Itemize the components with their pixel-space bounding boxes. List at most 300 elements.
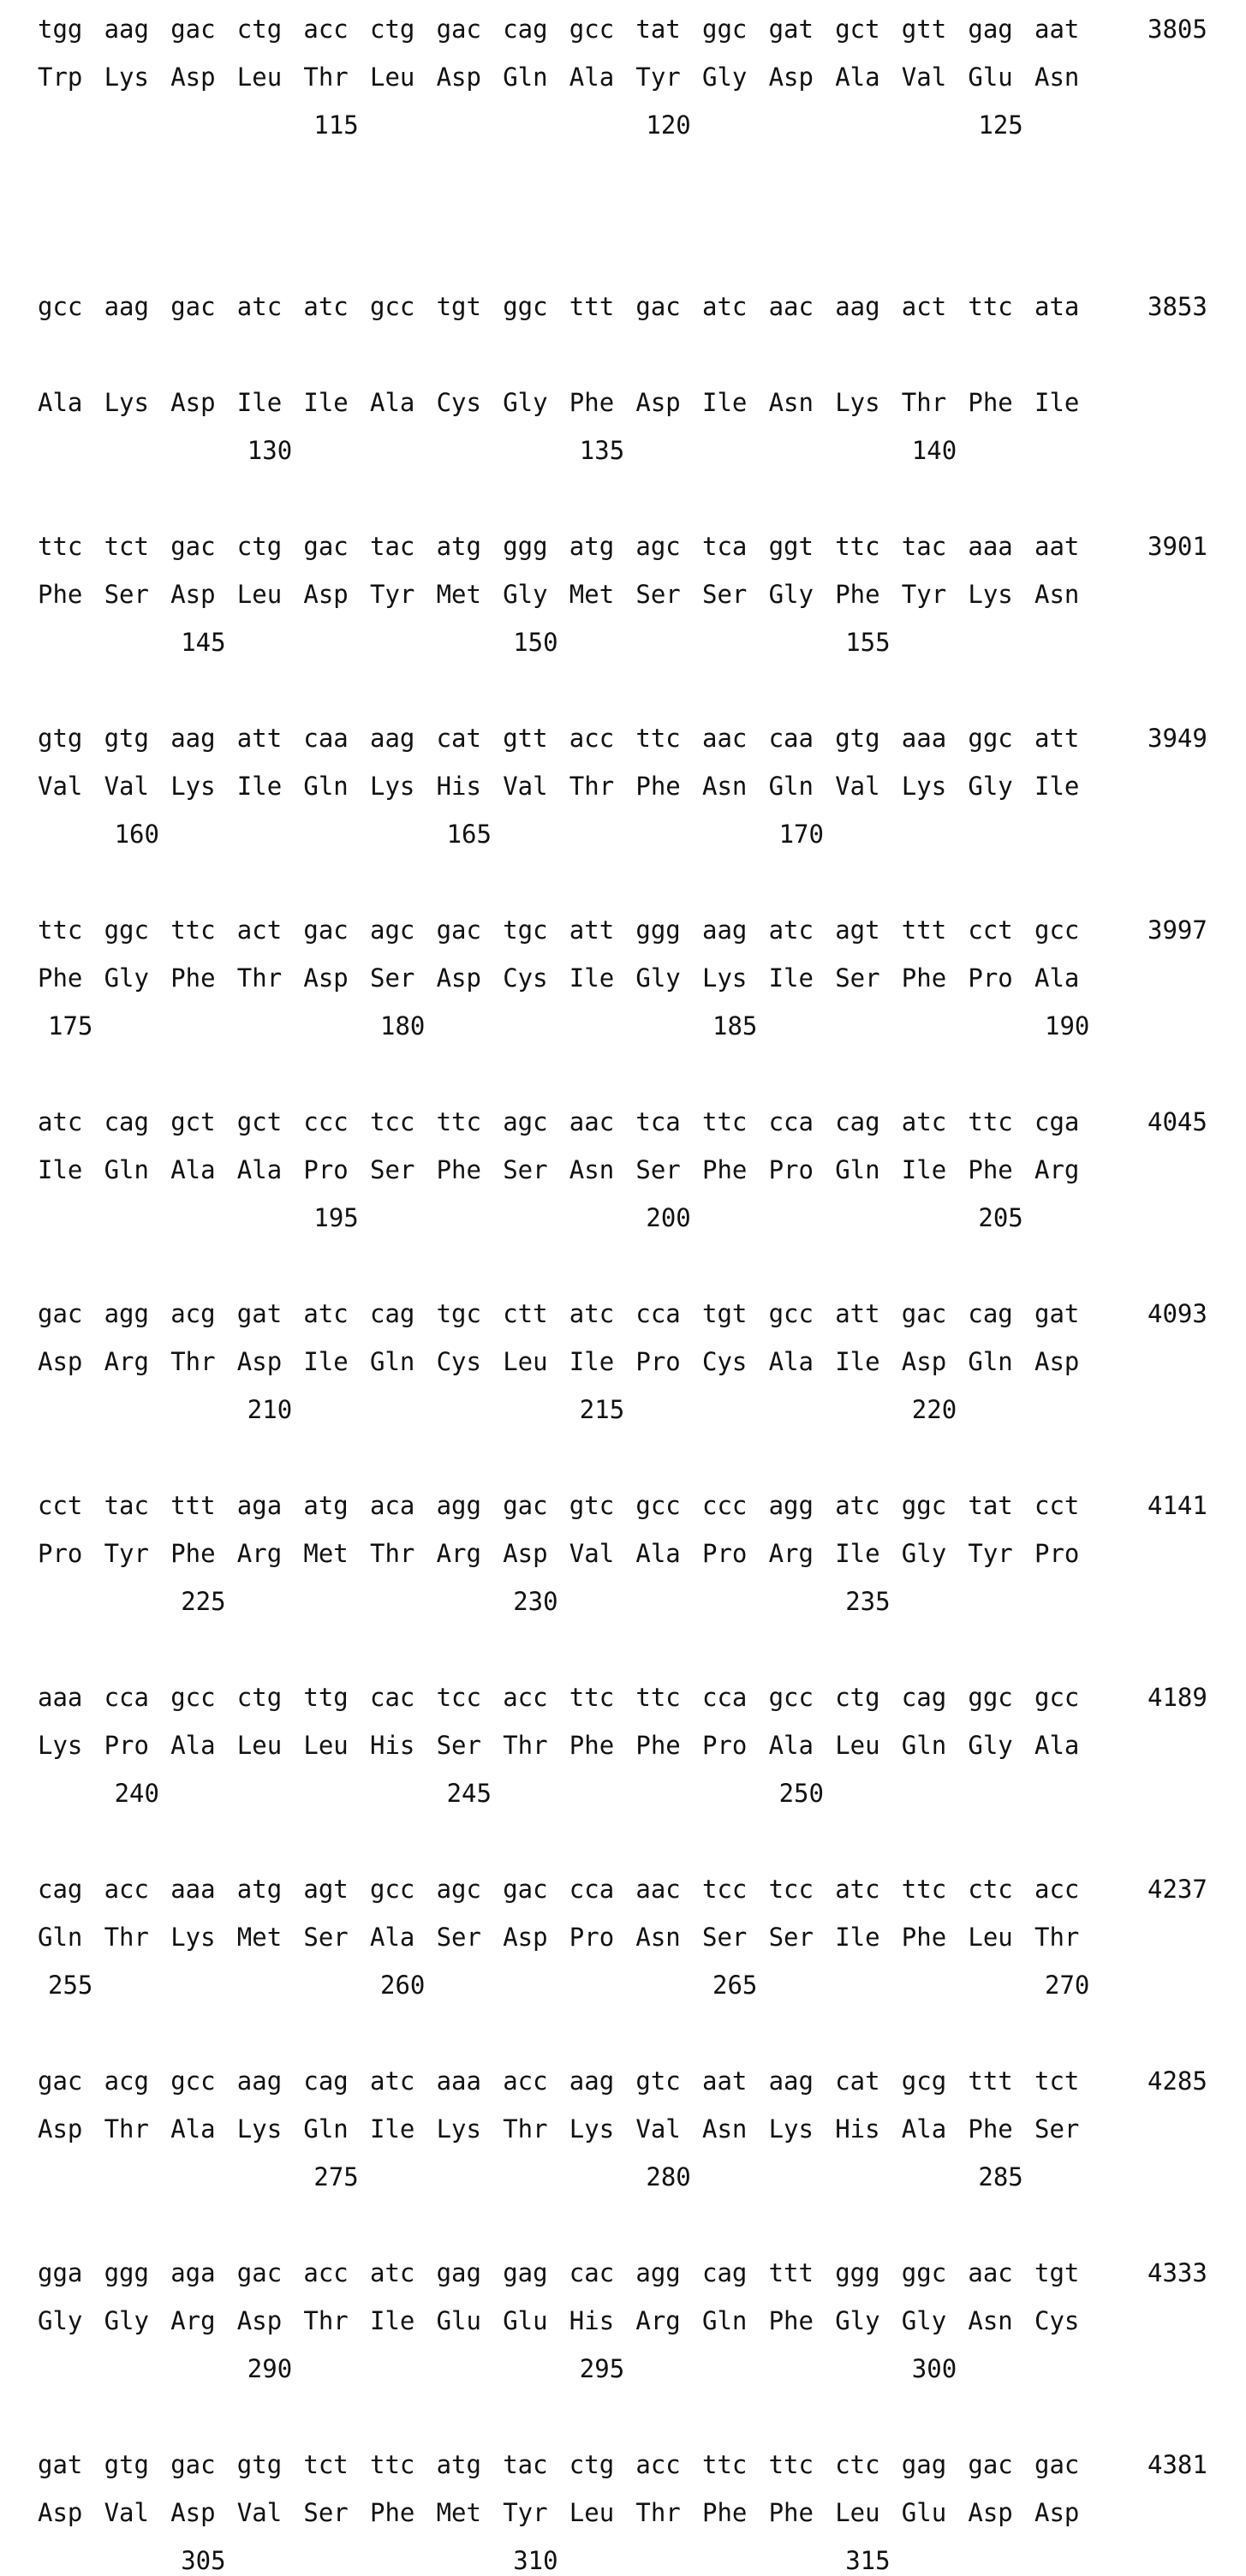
codon: gtg	[835, 724, 880, 753]
amino-acid: Pro	[968, 963, 1013, 993]
codon: tcc	[702, 1875, 748, 1904]
codon: cag	[901, 1683, 947, 1712]
amino-acid: Thr	[303, 2306, 349, 2335]
codon: ctg	[569, 2450, 615, 2479]
codon: att	[236, 724, 283, 753]
residue-number: 200	[646, 1203, 691, 1232]
amino-acid: Asp	[303, 580, 349, 609]
codon: agc	[370, 915, 415, 945]
codon: tcc	[370, 1107, 415, 1136]
residue-number: 180	[380, 1011, 426, 1041]
codon: gct	[835, 15, 880, 44]
codon: ggc	[968, 724, 1013, 753]
codon: aag	[104, 292, 149, 321]
codon: gtt	[503, 724, 548, 753]
amino-acid: Arg	[436, 1539, 481, 1568]
codon: aag	[236, 2066, 283, 2096]
codon: ttt	[569, 292, 615, 321]
amino-acid: Lys	[170, 772, 216, 801]
amino-acid: Phe	[768, 2306, 814, 2335]
residue-number: 305	[181, 2546, 226, 2575]
residue-number: 260	[380, 1971, 426, 2000]
nucleotide-position: 4237	[1148, 1875, 1207, 1904]
amino-acid: Gly	[968, 1731, 1013, 1760]
codon: ttc	[968, 292, 1013, 321]
codon: aac	[968, 2258, 1013, 2287]
codon: ctg	[236, 1683, 283, 1712]
amino-acid: Ala	[1034, 1731, 1080, 1760]
codon: gcg	[901, 2066, 947, 2096]
amino-acid: Ser	[503, 1155, 548, 1184]
codon: cca	[635, 1299, 681, 1328]
codon: gcc	[569, 15, 615, 44]
codon: ttc	[968, 1107, 1013, 1136]
amino-acid: Ser	[303, 2498, 349, 2527]
amino-acid: Phe	[170, 1539, 216, 1568]
amino-acid: His	[569, 2306, 615, 2335]
amino-acid: Ala	[236, 1155, 283, 1184]
codon: cca	[702, 1683, 748, 1712]
amino-acid: Pro	[569, 1923, 615, 1952]
amino-acid: Val	[104, 2498, 149, 2527]
amino-acid: Gln	[104, 1155, 149, 1184]
codon: gac	[436, 15, 481, 44]
amino-acid: Leu	[236, 1731, 283, 1760]
residue-number: 140	[911, 436, 957, 465]
residue-number: 145	[181, 628, 226, 657]
codon: ctg	[236, 15, 283, 44]
codon: aaa	[901, 724, 947, 753]
amino-acid: Met	[436, 580, 481, 609]
nucleotide-position: 3853	[1148, 292, 1207, 321]
amino-acid: Gln	[370, 1347, 415, 1376]
amino-acid: Tyr	[635, 63, 681, 92]
codon: atg	[569, 532, 615, 561]
codon: gac	[170, 532, 216, 561]
codon: tcc	[436, 1683, 481, 1712]
nucleotide-position: 4285	[1148, 2066, 1207, 2096]
amino-acid: Asn	[1034, 580, 1080, 609]
amino-acid: Ser	[702, 580, 748, 609]
amino-acid: Gly	[968, 772, 1013, 801]
codon: tgt	[436, 292, 481, 321]
amino-acid: Asp	[38, 2114, 83, 2144]
codon: acc	[569, 724, 615, 753]
codon: aaa	[38, 1683, 83, 1712]
amino-acid: Ala	[901, 2114, 947, 2144]
amino-acid: Phe	[702, 1155, 748, 1184]
amino-acid: Cys	[1034, 2306, 1080, 2335]
amino-acid: Leu	[503, 1347, 548, 1376]
codon: tgc	[436, 1299, 481, 1328]
amino-acid: Ile	[236, 388, 283, 417]
codon: cga	[1034, 1107, 1080, 1136]
amino-acid: Asp	[968, 2498, 1013, 2527]
amino-acid: Gln	[702, 2306, 748, 2335]
amino-acid: Ser	[702, 1923, 748, 1952]
amino-acid: Val	[901, 63, 947, 92]
amino-acid: Phe	[968, 1155, 1013, 1184]
codon: ttc	[702, 2450, 748, 2479]
codon: gac	[303, 532, 349, 561]
codon: agg	[635, 2258, 681, 2287]
amino-acid: Val	[236, 2498, 283, 2527]
codon: cat	[835, 2066, 880, 2096]
amino-acid: Asp	[236, 2306, 283, 2335]
residue-number: 190	[1045, 1011, 1090, 1041]
codon: cag	[303, 2066, 349, 2096]
amino-acid: Lys	[436, 2114, 481, 2144]
codon: gac	[236, 2258, 283, 2287]
codon: gcc	[768, 1683, 814, 1712]
codon: gac	[170, 2450, 216, 2479]
codon: ttt	[170, 1491, 216, 1520]
codon: cag	[835, 1107, 880, 1136]
amino-acid: Ser	[370, 1155, 415, 1184]
amino-acid: Trp	[38, 63, 83, 92]
codon: tct	[1034, 2066, 1080, 2096]
codon: aga	[170, 2258, 216, 2287]
amino-acid: Thr	[1034, 1923, 1080, 1952]
amino-acid: Leu	[303, 1731, 349, 1760]
amino-acid: Asp	[38, 1347, 83, 1376]
amino-acid: Thr	[569, 772, 615, 801]
amino-acid: Pro	[104, 1731, 149, 1760]
codon: gtg	[104, 2450, 149, 2479]
residue-number: 175	[48, 1011, 93, 1041]
codon: gtg	[104, 724, 149, 753]
codon: ttc	[768, 2450, 814, 2479]
codon: gac	[170, 292, 216, 321]
amino-acid: Ile	[702, 388, 748, 417]
amino-acid: Val	[569, 1539, 615, 1568]
amino-acid: Lys	[569, 2114, 615, 2144]
amino-acid: Gly	[835, 2306, 880, 2335]
codon: atc	[901, 1107, 947, 1136]
amino-acid: Cys	[503, 963, 548, 993]
codon: gcc	[370, 292, 415, 321]
amino-acid: Asp	[635, 388, 681, 417]
codon: tat	[635, 15, 681, 44]
amino-acid: Gly	[503, 388, 548, 417]
amino-acid: Tyr	[503, 2498, 548, 2527]
codon: cac	[569, 2258, 615, 2287]
amino-acid: Asp	[503, 1539, 548, 1568]
codon: ctc	[968, 1875, 1013, 1904]
residue-number: 165	[446, 820, 492, 849]
amino-acid: Asp	[436, 63, 481, 92]
codon: atg	[436, 532, 481, 561]
amino-acid: Asp	[170, 580, 216, 609]
amino-acid: Ile	[370, 2114, 415, 2144]
amino-acid: Asp	[436, 963, 481, 993]
residue-number: 170	[778, 820, 824, 849]
codon: acc	[635, 2450, 681, 2479]
codon: caa	[303, 724, 349, 753]
amino-acid: Gly	[768, 580, 814, 609]
codon: gcc	[1034, 915, 1080, 945]
amino-acid: Ala	[370, 1923, 415, 1952]
residue-number: 210	[247, 1395, 293, 1424]
codon: gac	[303, 915, 349, 945]
codon: ctg	[370, 15, 415, 44]
nucleotide-position: 4045	[1148, 1107, 1207, 1136]
amino-acid: Asp	[38, 2498, 83, 2527]
amino-acid: Ile	[1034, 388, 1080, 417]
amino-acid: Pro	[303, 1155, 349, 1184]
codon: ttc	[370, 2450, 415, 2479]
codon: ttc	[170, 915, 216, 945]
codon: tca	[702, 532, 748, 561]
amino-acid: Lys	[170, 1923, 216, 1952]
codon: agg	[436, 1491, 481, 1520]
codon: att	[835, 1299, 880, 1328]
amino-acid: Ser	[436, 1731, 481, 1760]
residue-number: 120	[646, 110, 691, 140]
nucleotide-position: 4381	[1148, 2450, 1207, 2479]
codon: gtg	[236, 2450, 283, 2479]
amino-acid: Leu	[236, 580, 283, 609]
residue-number: 280	[646, 2162, 691, 2191]
amino-acid: Pro	[38, 1539, 83, 1568]
codon: gat	[768, 15, 814, 44]
codon: tat	[968, 1491, 1013, 1520]
codon: gcc	[38, 292, 83, 321]
residue-number: 115	[313, 110, 359, 140]
amino-acid: Phe	[835, 580, 880, 609]
amino-acid: Ser	[1034, 2114, 1080, 2144]
amino-acid: Gly	[635, 963, 681, 993]
codon: cca	[768, 1107, 814, 1136]
amino-acid: Pro	[635, 1347, 681, 1376]
residue-number: 225	[181, 1587, 226, 1616]
codon: agg	[768, 1491, 814, 1520]
amino-acid: Cys	[702, 1347, 748, 1376]
codon: tgt	[702, 1299, 748, 1328]
codon: acc	[1034, 1875, 1080, 1904]
amino-acid: His	[370, 1731, 415, 1760]
amino-acid: Gln	[303, 2114, 349, 2144]
amino-acid: Thr	[236, 963, 283, 993]
codon: cag	[104, 1107, 149, 1136]
codon: atc	[768, 915, 814, 945]
amino-acid: Ala	[835, 63, 880, 92]
amino-acid: Asp	[170, 388, 216, 417]
amino-acid: Ile	[569, 963, 615, 993]
codon: gac	[1034, 2450, 1080, 2479]
codon: cag	[38, 1875, 83, 1904]
amino-acid: Arg	[768, 1539, 814, 1568]
codon: gct	[170, 1107, 216, 1136]
codon: ggc	[968, 1683, 1013, 1712]
amino-acid: Ile	[835, 1347, 880, 1376]
codon: gac	[38, 2066, 83, 2096]
codon: atc	[370, 2258, 415, 2287]
codon: cag	[370, 1299, 415, 1328]
amino-acid: Pro	[1034, 1539, 1080, 1568]
codon: gat	[1034, 1299, 1080, 1328]
amino-acid: Lys	[702, 963, 748, 993]
amino-acid: Gln	[38, 1923, 83, 1952]
amino-acid: Pro	[702, 1539, 748, 1568]
amino-acid: Val	[503, 772, 548, 801]
codon: ggg	[635, 915, 681, 945]
amino-acid: Glu	[968, 63, 1013, 92]
codon: ttc	[635, 1683, 681, 1712]
codon: atc	[38, 1107, 83, 1136]
codon: cca	[569, 1875, 615, 1904]
codon: gcc	[1034, 1683, 1080, 1712]
amino-acid: Ile	[569, 1347, 615, 1376]
amino-acid: Val	[38, 772, 83, 801]
amino-acid: Tyr	[968, 1539, 1013, 1568]
amino-acid: Arg	[236, 1539, 283, 1568]
codon: gag	[503, 2258, 548, 2287]
codon: ctg	[835, 1683, 880, 1712]
amino-acid: Thr	[170, 1347, 216, 1376]
amino-acid: Gly	[104, 963, 149, 993]
codon: aca	[370, 1491, 415, 1520]
amino-acid: Tyr	[104, 1539, 149, 1568]
amino-acid: Val	[635, 2114, 681, 2144]
codon: gct	[236, 1107, 283, 1136]
amino-acid: Arg	[170, 2306, 216, 2335]
amino-acid: Thr	[901, 388, 947, 417]
codon: ctc	[835, 2450, 880, 2479]
codon: ttc	[38, 532, 83, 561]
nucleotide-position: 4333	[1148, 2258, 1207, 2287]
amino-acid: Lys	[768, 2114, 814, 2144]
codon: ccc	[702, 1491, 748, 1520]
codon: gcc	[768, 1299, 814, 1328]
codon: tct	[104, 532, 149, 561]
codon: acc	[303, 2258, 349, 2287]
amino-acid: Tyr	[370, 580, 415, 609]
residue-number: 205	[978, 1203, 1023, 1232]
codon: gat	[236, 1299, 283, 1328]
amino-acid: Gln	[503, 63, 548, 92]
codon: cac	[370, 1683, 415, 1712]
codon: ggg	[835, 2258, 880, 2287]
residue-number: 230	[513, 1587, 558, 1616]
codon: gac	[635, 292, 681, 321]
nucleotide-position: 3805	[1148, 15, 1207, 44]
amino-acid: Phe	[702, 2498, 748, 2527]
amino-acid: Phe	[768, 2498, 814, 2527]
amino-acid: Lys	[968, 580, 1013, 609]
amino-acid: Gly	[901, 1539, 947, 1568]
residue-number: 265	[712, 1971, 758, 2000]
amino-acid: Ser	[436, 1923, 481, 1952]
codon: tac	[901, 532, 947, 561]
residue-number: 240	[114, 1779, 159, 1808]
codon: atg	[436, 2450, 481, 2479]
amino-acid: Lys	[236, 2114, 283, 2144]
amino-acid: Ala	[370, 388, 415, 417]
codon: gac	[968, 2450, 1013, 2479]
amino-acid: Gly	[38, 2306, 83, 2335]
amino-acid: Lys	[38, 1731, 83, 1760]
residue-number: 135	[579, 436, 625, 465]
codon: tac	[370, 532, 415, 561]
codon: aaa	[170, 1875, 216, 1904]
codon: acg	[170, 1299, 216, 1328]
amino-acid: Phe	[38, 963, 83, 993]
codon: gac	[170, 15, 216, 44]
codon: tgt	[1034, 2258, 1080, 2287]
codon: ggg	[503, 532, 548, 561]
nucleotide-position: 4093	[1148, 1299, 1207, 1328]
codon: tgg	[38, 15, 83, 44]
amino-acid: Ser	[635, 1155, 681, 1184]
amino-acid: Met	[569, 580, 615, 609]
codon: agt	[835, 915, 880, 945]
amino-acid: Leu	[835, 2498, 880, 2527]
amino-acid: Leu	[569, 2498, 615, 2527]
amino-acid: Ser	[835, 963, 880, 993]
amino-acid: Gly	[503, 580, 548, 609]
codon: att	[1034, 724, 1080, 753]
amino-acid: Thr	[503, 1731, 548, 1760]
amino-acid: Asn	[768, 388, 814, 417]
amino-acid: His	[436, 772, 481, 801]
amino-acid: Ile	[38, 1155, 83, 1184]
codon: ata	[1034, 292, 1080, 321]
codon: tct	[303, 2450, 349, 2479]
amino-acid: Lys	[104, 63, 149, 92]
amino-acid: Ile	[303, 388, 349, 417]
codon: cag	[968, 1299, 1013, 1328]
codon: ttg	[303, 1683, 349, 1712]
amino-acid: Arg	[104, 1347, 149, 1376]
codon: gtt	[901, 15, 947, 44]
codon: ttc	[835, 532, 880, 561]
codon: ttt	[768, 2258, 814, 2287]
nucleotide-position: 3901	[1148, 532, 1207, 561]
amino-acid: Thr	[104, 1923, 149, 1952]
codon: ccc	[303, 1107, 349, 1136]
codon: gcc	[370, 1875, 415, 1904]
amino-acid: Met	[436, 2498, 481, 2527]
amino-acid: Ser	[303, 1923, 349, 1952]
codon: gat	[38, 2450, 83, 2479]
codon: ctg	[236, 532, 283, 561]
codon: gcc	[635, 1491, 681, 1520]
amino-acid: Ile	[370, 2306, 415, 2335]
codon: acc	[303, 15, 349, 44]
codon: acc	[503, 1683, 548, 1712]
amino-acid: Leu	[370, 63, 415, 92]
amino-acid: Leu	[835, 1731, 880, 1760]
residue-number: 270	[1045, 1971, 1090, 2000]
codon: atc	[569, 1299, 615, 1328]
codon: aag	[569, 2066, 615, 2096]
amino-acid: Pro	[702, 1731, 748, 1760]
residue-number: 235	[845, 1587, 891, 1616]
codon: acc	[104, 1875, 149, 1904]
amino-acid: Ala	[170, 1155, 216, 1184]
codon: cag	[503, 15, 548, 44]
codon: atc	[702, 292, 748, 321]
amino-acid: Asn	[635, 1923, 681, 1952]
codon: ttc	[569, 1683, 615, 1712]
codon: aag	[768, 2066, 814, 2096]
amino-acid: Arg	[1034, 1155, 1080, 1184]
amino-acid: Thr	[635, 2498, 681, 2527]
codon: gcc	[170, 1683, 216, 1712]
codon: aac	[635, 1875, 681, 1904]
codon: gcc	[170, 2066, 216, 2096]
